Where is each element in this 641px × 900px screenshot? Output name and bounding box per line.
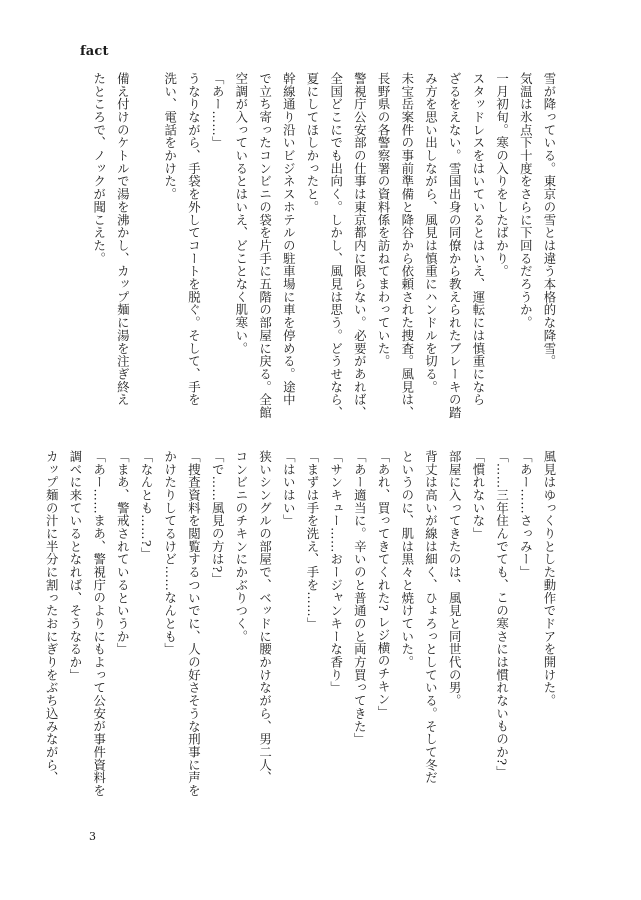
text-line: 「なんとも……?」 — [139, 450, 155, 560]
text-line: 部屋に入ってきたのは、風見と同世代の男。 — [447, 450, 463, 707]
text-line: 幹線通り沿いビジネスホテルの駐車場に車を停める。途中 — [281, 72, 297, 407]
text-line: 空調が入っているとはいえ、どことなく肌寒い。 — [233, 72, 249, 355]
text-line: 気温は氷点下十度をさらに下回るだろうか。 — [518, 72, 534, 329]
text-line: 雪が降っている。東京の雪とは違う本格的な降雪。 — [542, 72, 557, 368]
text-line: 「はいはい」 — [281, 450, 297, 528]
text-line: 背丈は高いが線は細く、ひょろっとしている。そして冬だ — [423, 450, 439, 785]
text-line: というのに、肌は黒々と焼けていた。 — [399, 450, 415, 669]
text-line: 夏にしてほしかったと。 — [304, 72, 320, 214]
text-line: ざるをえない。雪国出身の同僚から教えられたブレーキの踏 — [447, 72, 463, 419]
text-line: うなりながら、手袋を外してコートを脱ぐ。そして、手を — [186, 72, 202, 407]
text-line: 「あー適当に。辛いのと普通のと両方買ってきた」 — [352, 450, 368, 746]
text-line: 調べに来ているとなれば、そうなるか」 — [67, 450, 83, 682]
text-line: 未宝岳案件の事前準備と降谷から依頼された捜査。風見は、 — [399, 72, 415, 419]
text-line: 長野県の各警察署の資料係を訪ねてまわっていた。 — [376, 72, 392, 368]
text-line: 「……三年住んでても、この寒さには慣れないものか?」 — [494, 450, 510, 779]
text-line: 「まずは手を洗え、手を……」 — [304, 450, 320, 630]
text-line: み方を思い出しながら、風見は慎重にハンドルを切る。 — [423, 72, 439, 394]
text-line: 警視庁公安部の仕事は東京都内に限らない。必要があれば、 — [352, 72, 368, 419]
text-line: 「あれ、買ってきてくれた? レジ横のチキン」 — [376, 450, 392, 719]
lower-text-block — [40, 450, 561, 796]
text-line: で立ち寄ったコンビニの袋を片手に五階の部屋に戻る。全館 — [257, 72, 273, 419]
text-line: 「慣れないな」 — [470, 450, 486, 540]
text-line: 「あー……」 — [210, 72, 226, 150]
page-number: 3 — [89, 830, 96, 843]
text-line: 「あー……まあ、警視庁のよりにもよって公安が事件資料を — [91, 450, 107, 797]
text-line: 「サンキュー……おージャンキーな香り」 — [328, 450, 344, 695]
running-title: fact — [80, 44, 109, 59]
text-line: 風見はゆっくりとした動作でドアを開けた。 — [542, 450, 557, 707]
text-line — [134, 72, 158, 418]
text-line: 「で……風見の方は?」 — [210, 450, 226, 586]
text-line: かけたりしてるけど……なんとも」 — [162, 450, 178, 656]
text-line: 「捜査資料を閲覧するついでに、人の好さそうな刑事に声を — [186, 450, 202, 797]
text-line: 全国どこにでも出向く。しかし、風見は思う。どうせなら、 — [328, 72, 344, 419]
text-line: 一月初旬。寒の入りをしたばかり。 — [494, 72, 510, 278]
text-line: 狭いシングルの部屋で、ベッドに腰かけながら、男二人、 — [257, 450, 273, 785]
upper-text-block — [87, 72, 561, 418]
text-line: カップ麺の汁に半分に割ったおにぎりをぶち込みながら、 — [44, 450, 60, 785]
text-line: スタッドレスをはいているとはいえ、運転には慎重になら — [470, 72, 486, 407]
text-line: 「あー……さっみー」 — [518, 450, 534, 579]
text-line: たところで、ノックが聞こえた。 — [91, 72, 107, 265]
text-line: 「まあ、警戒されているというか」 — [115, 450, 131, 656]
text-line: コンビニのチキンにかぶりつく。 — [233, 450, 249, 643]
text-line: 備え付けのケトルで湯を沸かし、カップ麺に湯を注ぎ終え — [115, 72, 131, 407]
text-line: 洗い、電話をかけた。 — [162, 72, 178, 201]
